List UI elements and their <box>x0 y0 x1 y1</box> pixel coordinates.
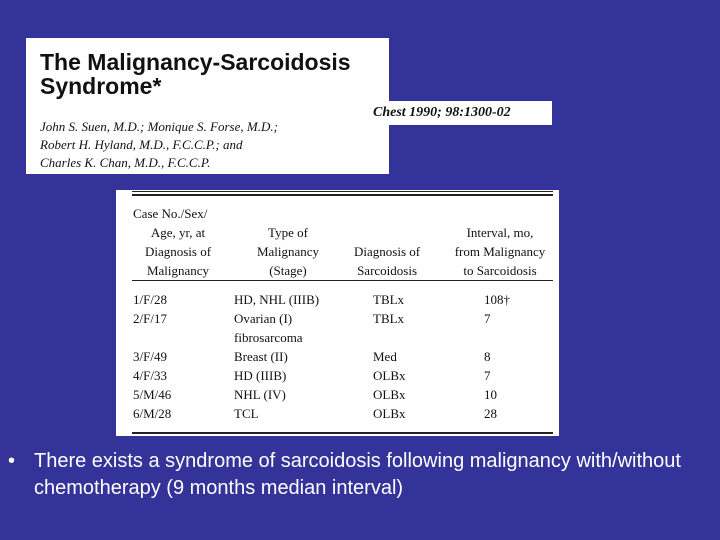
author-line: Robert H. Hyland, M.D., F.C.C.P.; and <box>40 137 243 152</box>
interval-cell: 108† <box>484 292 510 307</box>
case-cell: 6/M/28 <box>133 406 172 421</box>
header-line: (Stage) <box>269 263 307 278</box>
case-cell: 5/M/46 <box>133 387 172 402</box>
malignancy-cell: TCL <box>234 406 259 421</box>
table-row <box>116 366 559 385</box>
table-bottom-rule <box>132 432 553 434</box>
header-divider-rule <box>132 280 553 281</box>
diagnosis-cell: Med <box>373 349 397 364</box>
case-cell: 2/F/17 <box>133 311 167 326</box>
header-line: to Sarcoidosis <box>463 263 537 278</box>
article-title-line-2: Syndrome* <box>40 73 162 99</box>
table-row <box>116 309 559 328</box>
diagnosis-cell: OLBx <box>373 387 406 402</box>
header-line: Malignancy <box>256 244 320 259</box>
interval-cell: 10 <box>484 387 497 402</box>
table-body <box>116 290 559 423</box>
interval-cell: 28 <box>484 406 497 421</box>
interval-cell: 8 <box>484 349 491 364</box>
interval-cell: 7 <box>484 368 491 383</box>
header-line: Sarcoidosis <box>357 263 418 278</box>
interval-cell: 7 <box>484 311 491 326</box>
bullet-icon: • <box>8 450 16 472</box>
article-title <box>40 50 351 98</box>
case-cell: 3/F/49 <box>133 349 167 364</box>
diagnosis-cell: OLBx <box>373 368 406 383</box>
malignancy-cell: Ovarian (I) <box>234 311 293 326</box>
diagnosis-cell: TBLx <box>373 311 405 326</box>
author-line: John S. Suen, M.D.; Monique S. Forse, M.D.; <box>40 119 278 134</box>
journal-citation: Chest 1990; 98:1300-02 <box>370 101 552 125</box>
article-title-line-1: The Malignancy-Sarcoidosis <box>40 49 351 75</box>
malignancy-cell: NHL (IV) <box>234 387 286 402</box>
table-row <box>116 404 559 423</box>
author-list <box>40 118 278 172</box>
article-header-image <box>26 38 389 174</box>
malignancy-cell: Breast (II) <box>234 349 288 364</box>
malignancy-cell: fibrosarcoma <box>234 330 303 345</box>
diagnosis-cell: TBLx <box>373 292 405 307</box>
author-line: Charles K. Chan, M.D., F.C.C.P. <box>40 155 211 170</box>
case-cell: 1/F/28 <box>133 292 167 307</box>
header-line: Type of <box>268 225 308 240</box>
malignancy-cell: HD (IIIB) <box>234 368 287 383</box>
diagnosis-cell: OLBx <box>373 406 406 421</box>
header-line: Age, yr, at <box>150 225 206 240</box>
table-row <box>116 347 559 366</box>
case-cell: 4/F/33 <box>133 368 167 383</box>
column-header-interval <box>446 223 554 280</box>
table-row <box>116 385 559 404</box>
table-top-rule <box>132 191 553 192</box>
column-header-type <box>250 223 326 280</box>
table-row <box>116 290 559 309</box>
header-line: Diagnosis of <box>144 244 212 259</box>
column-header-case <box>133 204 223 280</box>
header-line: Diagnosis of <box>354 244 421 259</box>
header-line: Interval, mo, <box>466 225 534 240</box>
malignancy-cell: HD, NHL (IIIB) <box>234 292 320 307</box>
bullet-text: There exists a syndrome of sarcoidosis following malignancy with/without chemotherapy (9 months median interval) <box>34 450 681 499</box>
table-row <box>116 328 559 347</box>
table-top-rule <box>132 194 553 196</box>
header-line: Malignancy <box>146 263 210 278</box>
header-line: from Malignancy <box>454 244 546 259</box>
header-line: Case No./Sex/ <box>133 206 208 221</box>
bullet-point <box>8 448 708 502</box>
column-header-diagnosis <box>354 242 420 280</box>
case-table-image <box>116 190 559 436</box>
